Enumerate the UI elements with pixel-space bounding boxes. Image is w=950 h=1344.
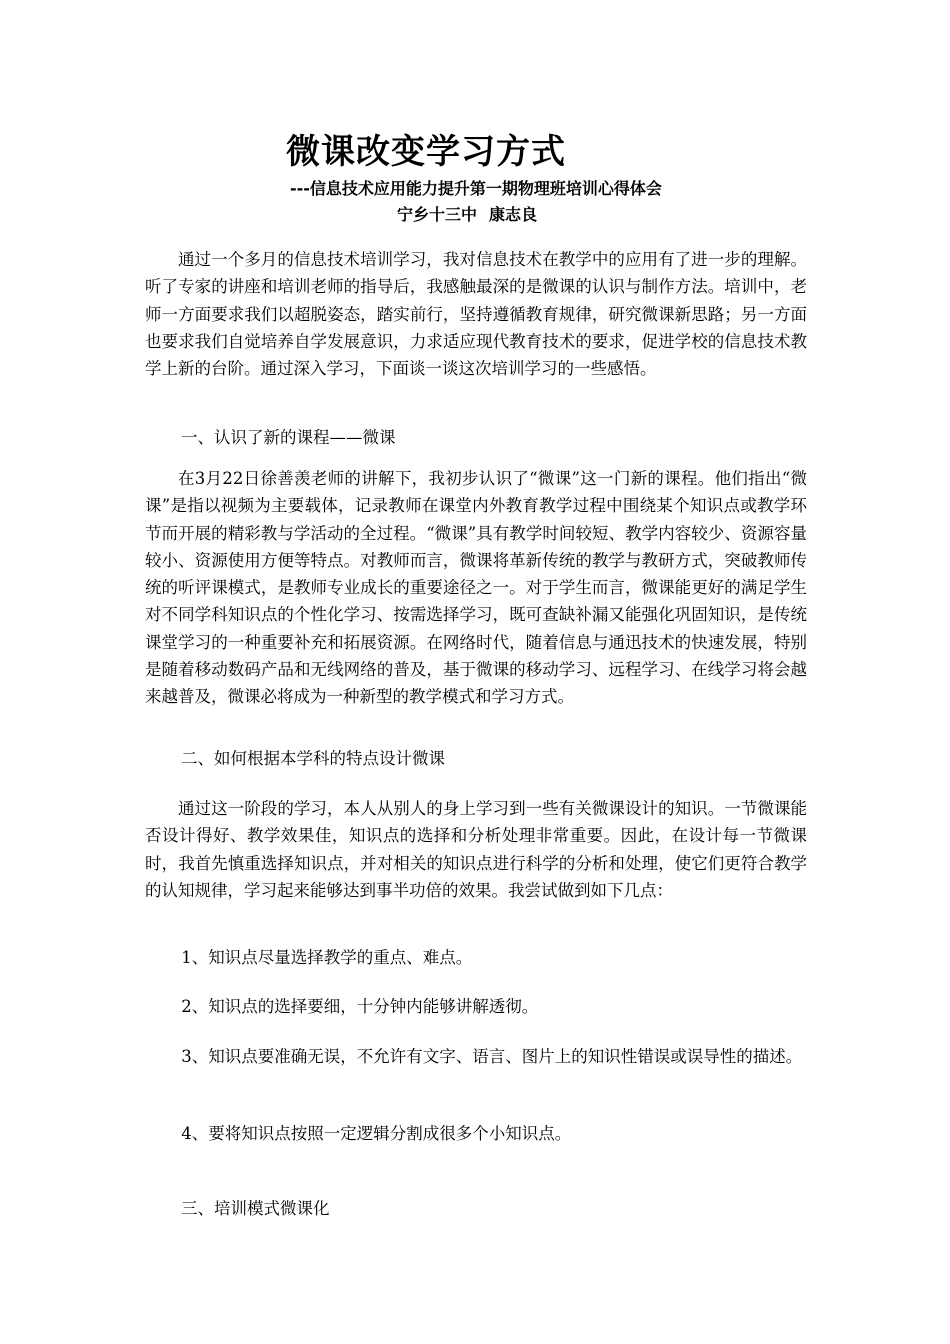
section-1-heading: 一、认识了新的课程——微课 bbox=[181, 428, 396, 447]
section-2-body: 通过这一阶段的学习，本人从别人的身上学习到一些有关微课设计的知识。一节微课能否设计得好、教学效果佳，知识点的选择和分析处理非常重要。因此，在设计每一节微课时，我首先慎重选择知识点，并对相关的知识点进行科学的分析和处理，使它们更符合教学的认知规律，学习起来能够达到事半功倍的效果。我尝试做到如下几点： bbox=[145, 799, 807, 900]
section-3-heading: 三、培训模式微课化 bbox=[181, 1199, 330, 1218]
list-item: 2、知识点的选择要细，十分钟内能够讲解透彻。 bbox=[181, 997, 539, 1016]
document-subtitle: ---信息技术应用能力提升第一期物理班培训心得体会 bbox=[290, 179, 662, 198]
author-name: 康志良 bbox=[489, 205, 538, 224]
section-1-body: 在3月22日徐善羡老师的讲解下，我初步认识了“微课”这一门新的课程。他们指出“微课”是指以视频为主要载体，记录教师在课堂内外教育教学过程中围绕某个知识点或教学环节而开展的精彩教与学活动的全过程。“微课”具有教学时间较短、教学内容较少、资源容量较小、资源使用方便等特点。对教师而言，微课将革新传统的教学与教研方式，突破教师传统的听评课模式，是教师专业成长的重要途径之一。对于学生而言，微课能更好的满足学生对不同学科知识点的个性化学习、按需选择学习，既可查缺补漏又能强化巩固知识，是传统课堂学习的一种重要补充和拓展资源。在网络时代，随着信息与通迅技术的快速发展，特别是随着移动数码产品和无线网络的普及，基于微课的移动学习、远程学习、在线学习将会越来越普及，微课必将成为一种新型的教学模式和学习方式。 bbox=[145, 469, 807, 707]
author-school: 宁乡十三中 bbox=[397, 205, 478, 224]
intro-paragraph: 通过一个多月的信息技术培训学习，我对信息技术在教学中的应用有了进一步的理解。听了专家的讲座和培训老师的指导后，我感触最深的是微课的认识与制作方法。培训中，老师一方面要求我们以超脱姿态，踏实前行，坚持遵循教育规律，研究微课新思路；另一方面也要求我们自觉培养自学发展意识，力求适应现代教育技术的要求，促进学校的信息技术教学上新的台阶。通过深入学习，下面谈一谈这次培训学习的一些感悟。 bbox=[145, 250, 807, 379]
list-item: 1、知识点尽量选择教学的重点、难点。 bbox=[181, 948, 473, 967]
document-title: 微课改变学习方式 bbox=[286, 132, 566, 172]
section-2-heading: 二、如何根据本学科的特点设计微课 bbox=[181, 749, 445, 768]
author-line bbox=[397, 202, 537, 225]
list-item: 4、要将知识点按照一定逻辑分割成很多个小知识点。 bbox=[181, 1124, 572, 1143]
list-item: 3、知识点要准确无误，不允许有文字、语言、图片上的知识性错误或误导性的描述。 bbox=[181, 1047, 803, 1066]
